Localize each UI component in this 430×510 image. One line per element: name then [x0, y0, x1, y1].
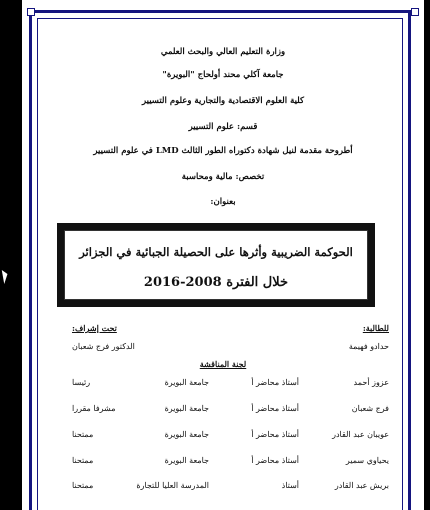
committee-name: فرج شعبان	[351, 404, 389, 413]
faculty-line: كلية العلوم الاقتصادية والتجارية وعلوم التسيير	[141, 96, 305, 106]
cursor-arrow-icon	[2, 270, 9, 284]
committee-rank: أستاذ محاضر أ	[251, 430, 299, 439]
committee-institution: جامعة البويرة	[164, 456, 209, 465]
thesis-title-line1: الحوكمة الضريبية وأثرها على الحصيلة الجبائية في الجزائر	[79, 245, 353, 259]
committee-institution: المدرسة العليا للتجارة	[136, 481, 209, 490]
ministry-line: وزارة التعليم العالي والبحث العلمي	[160, 47, 286, 57]
student-label: للطالبة:	[362, 323, 389, 333]
supervisor-label: تحت إشراف:	[72, 323, 117, 333]
supervisor-name: الدكتور فرج شعبان	[72, 342, 135, 351]
corner-ornament-top-left	[27, 8, 35, 16]
committee-label: لجنة المناقشة	[199, 359, 247, 369]
committee-institution: جامعة البويرة	[164, 430, 209, 439]
student-name: حدادو فهيمة	[348, 342, 389, 351]
corner-ornament-top-right	[411, 8, 419, 16]
committee-rank: أستاذ	[281, 481, 299, 490]
committee-institution: جامعة البويرة	[164, 378, 209, 387]
title-box-inner	[64, 230, 368, 300]
committee-institution: جامعة البويرة	[164, 404, 209, 413]
committee-name: يحياوي سمير	[345, 456, 389, 465]
title-box	[57, 223, 375, 307]
committee-role: رئيسا	[72, 378, 91, 387]
specialty-line: تخصص: مالية ومحاسبة	[181, 172, 265, 182]
committee-role: ممتحنا	[72, 456, 94, 465]
committee-role: مشرفا مقررا	[72, 404, 116, 413]
university-line: جامعة آكلي محند أولحاج "البويرة"	[162, 70, 284, 80]
committee-role: ممتحنا	[72, 481, 94, 490]
committee-rank: أستاذ محاضر أ	[251, 456, 299, 465]
committee-name: بريش عبد القادر	[334, 481, 389, 490]
committee-role: ممتحنا	[72, 430, 94, 439]
committee-rank: أستاذ محاضر أ	[251, 404, 299, 413]
committee-name: عزوز أحمد	[353, 378, 389, 387]
department-line: قسم: علوم التسيير	[188, 122, 258, 132]
committee-name: عويبان عبد القادر	[332, 430, 389, 439]
thesis-title-line2: خلال الفترة 2008-2016	[143, 275, 289, 290]
document-page	[22, 0, 424, 510]
thesis-line: أطروحة مقدمة لنيل شهادة دكتوراه الطور الثالث LMD في علوم التسيير	[93, 146, 353, 156]
committee-rank: أستاذ محاضر أ	[251, 378, 299, 387]
under-title-line: بعنوان:	[210, 197, 236, 207]
